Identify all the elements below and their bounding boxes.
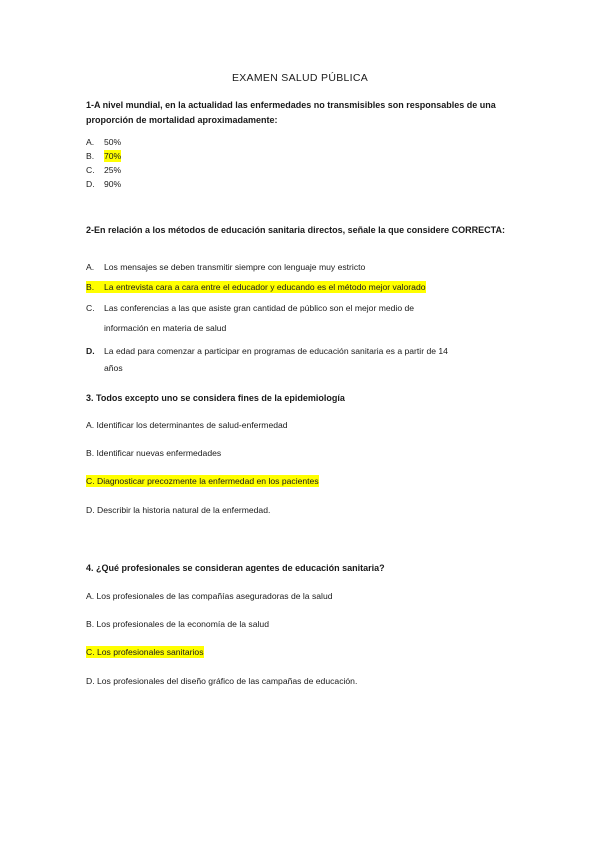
option-text: 90% [104,179,122,189]
option-text: información en materia de salud [104,323,227,333]
page-title: EXAMEN SALUD PÚBLICA [231,72,369,84]
q3-option-d: D. Describir la historia natural de la enfermedad. [86,505,271,515]
option-letter: D. [86,346,95,356]
q3-option-b: B. Identificar nuevas enfermedades [86,448,222,458]
question-2: 2-En relación a los métodos de educación sanitaria directos, señale la que considere CORRECTA: [86,225,505,235]
option-letter: D. [86,179,95,189]
option-text: años [104,363,123,373]
q4-option-a: A. Los profesionales de las compañías aseguradoras de la salud [86,591,333,601]
option-letter: A. [86,137,95,147]
q4-option-c-highlighted: C. Los profesionales sanitarios [86,647,204,657]
q4-option-d: D. Los profesionales del diseño gráfico de las campañas de educación. [86,676,358,686]
q3-option-c-highlighted: C. Diagnosticar precozmente la enfermedad en los pacientes [86,476,319,486]
option-text: Las conferencias a las que asiste gran cantidad de público son el mejor medio de [104,303,415,313]
question-4: 4. ¿Qué profesionales se consideran agentes de educación sanitaria? [86,563,385,573]
option-text: 50% [104,137,122,147]
option-letter: C. [86,303,95,313]
option-text-highlighted: 70% [104,151,122,161]
option-letter: B. [86,281,106,293]
option-text: 25% [104,165,122,175]
option-letter: B. [86,151,95,161]
option-text: Los mensajes se deben transmitir siempre con lenguaje muy estricto [104,262,366,272]
option-text-highlighted: La entrevista cara a cara entre el educador y educando es el método mejor valorado [104,282,426,292]
question-1: 1-A nivel mundial, en la actualidad las enfermedades no transmisibles son responsables de una proporción de mortalidad aproximadamente: [86,100,496,125]
q4-option-b: B. Los profesionales de la economía de la salud [86,619,269,629]
option-letter: A. [86,262,95,272]
option-text: La edad para comenzar a participar en programas de educación sanitaria es a partir de 14 [104,346,448,356]
option-letter: C. [86,165,95,175]
question-3: 3. Todos excepto uno se considera fines de la epidemiología [86,393,345,403]
q3-option-a: A. Identificar los determinantes de salud-enfermedad [86,420,288,430]
